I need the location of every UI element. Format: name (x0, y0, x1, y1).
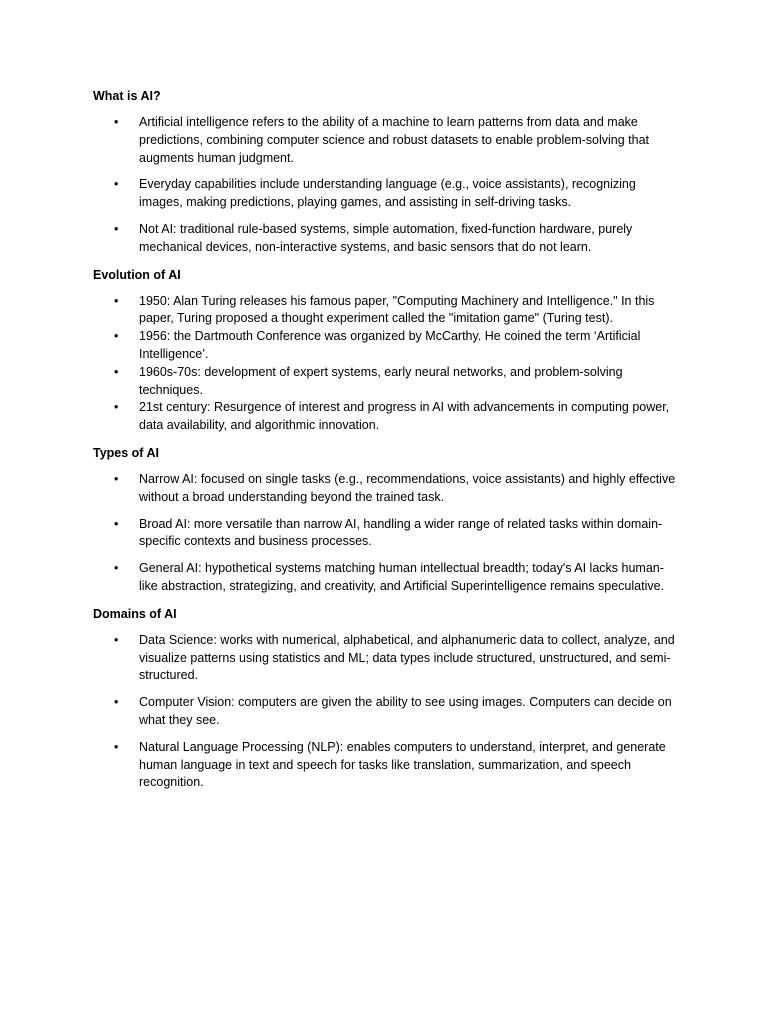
list-item: • Narrow AI: focused on single tasks (e.g., recommendations, voice assistants) and highly effective without a broad understanding beyond the trained task. (93, 471, 678, 507)
list-item: • 21st century: Resurgence of interest and progress in AI with advancements in computing power, data availability, and algorithmic innovation. (93, 399, 678, 435)
bullet-list (93, 114, 678, 257)
bullet-list (93, 293, 678, 435)
section-evolution-of-ai (93, 266, 678, 435)
list-item: • General AI: hypothetical systems matching human intellectual breadth; today's AI lacks human-like abstraction, strategizing, and creativity, and Artificial Superintelligence remains speculative. (93, 560, 678, 596)
list-item: • Natural Language Processing (NLP): enables computers to understand, interpret, and generate human language in text and speech for tasks like translation, summarization, and speech recognition. (93, 739, 678, 792)
list-item: • Broad AI: more versatile than narrow AI, handling a wider range of related tasks within domain-specific contexts and business processes. (93, 516, 678, 552)
list-item: • Computer Vision: computers are given the ability to see using images. Computers can decide on what they see. (93, 694, 678, 730)
section-heading: Evolution of AI (93, 267, 181, 282)
section-heading: Domains of AI (93, 606, 177, 621)
section-domains-of-ai (93, 605, 678, 792)
list-item: • Data Science: works with numerical, alphabetical, and alphanumeric data to collect, analyze, and visualize patterns using statistics and ML; data types include structured, unstructured, and semi-structured. (93, 632, 678, 685)
list-item: • 1956: the Dartmouth Conference was organized by McCarthy. He coined the term ‘Artificial Intelligence’. (93, 328, 678, 364)
document-body (93, 87, 678, 801)
section-what-is-ai (93, 87, 678, 257)
list-item: • Everyday capabilities include understanding language (e.g., voice assistants), recognizing images, making predictions, playing games, and assisting in self-driving tasks. (93, 176, 678, 212)
bullet-list (93, 471, 678, 596)
section-types-of-ai (93, 444, 678, 596)
section-heading: What is AI? (93, 89, 161, 103)
bullet-list (93, 632, 678, 792)
section-heading: Types of AI (93, 445, 159, 460)
list-item: • 1950: Alan Turing releases his famous paper, "Computing Machinery and Intelligence." In this paper, Turing proposed a thought experiment called the "imitation game" (Turing test). (93, 293, 678, 329)
list-item: • 1960s-70s: development of expert systems, early neural networks, and problem-solving techniques. (93, 364, 678, 400)
list-item: • Not AI: traditional rule-based systems, simple automation, fixed-function hardware, purely mechanical devices, non-interactive systems, and basic sensors that do not learn. (93, 221, 678, 257)
list-item: • Artificial intelligence refers to the ability of a machine to learn patterns from data and make predictions, combining computer science and robust datasets to enable problem-solving that augments human judgment. (93, 114, 678, 167)
